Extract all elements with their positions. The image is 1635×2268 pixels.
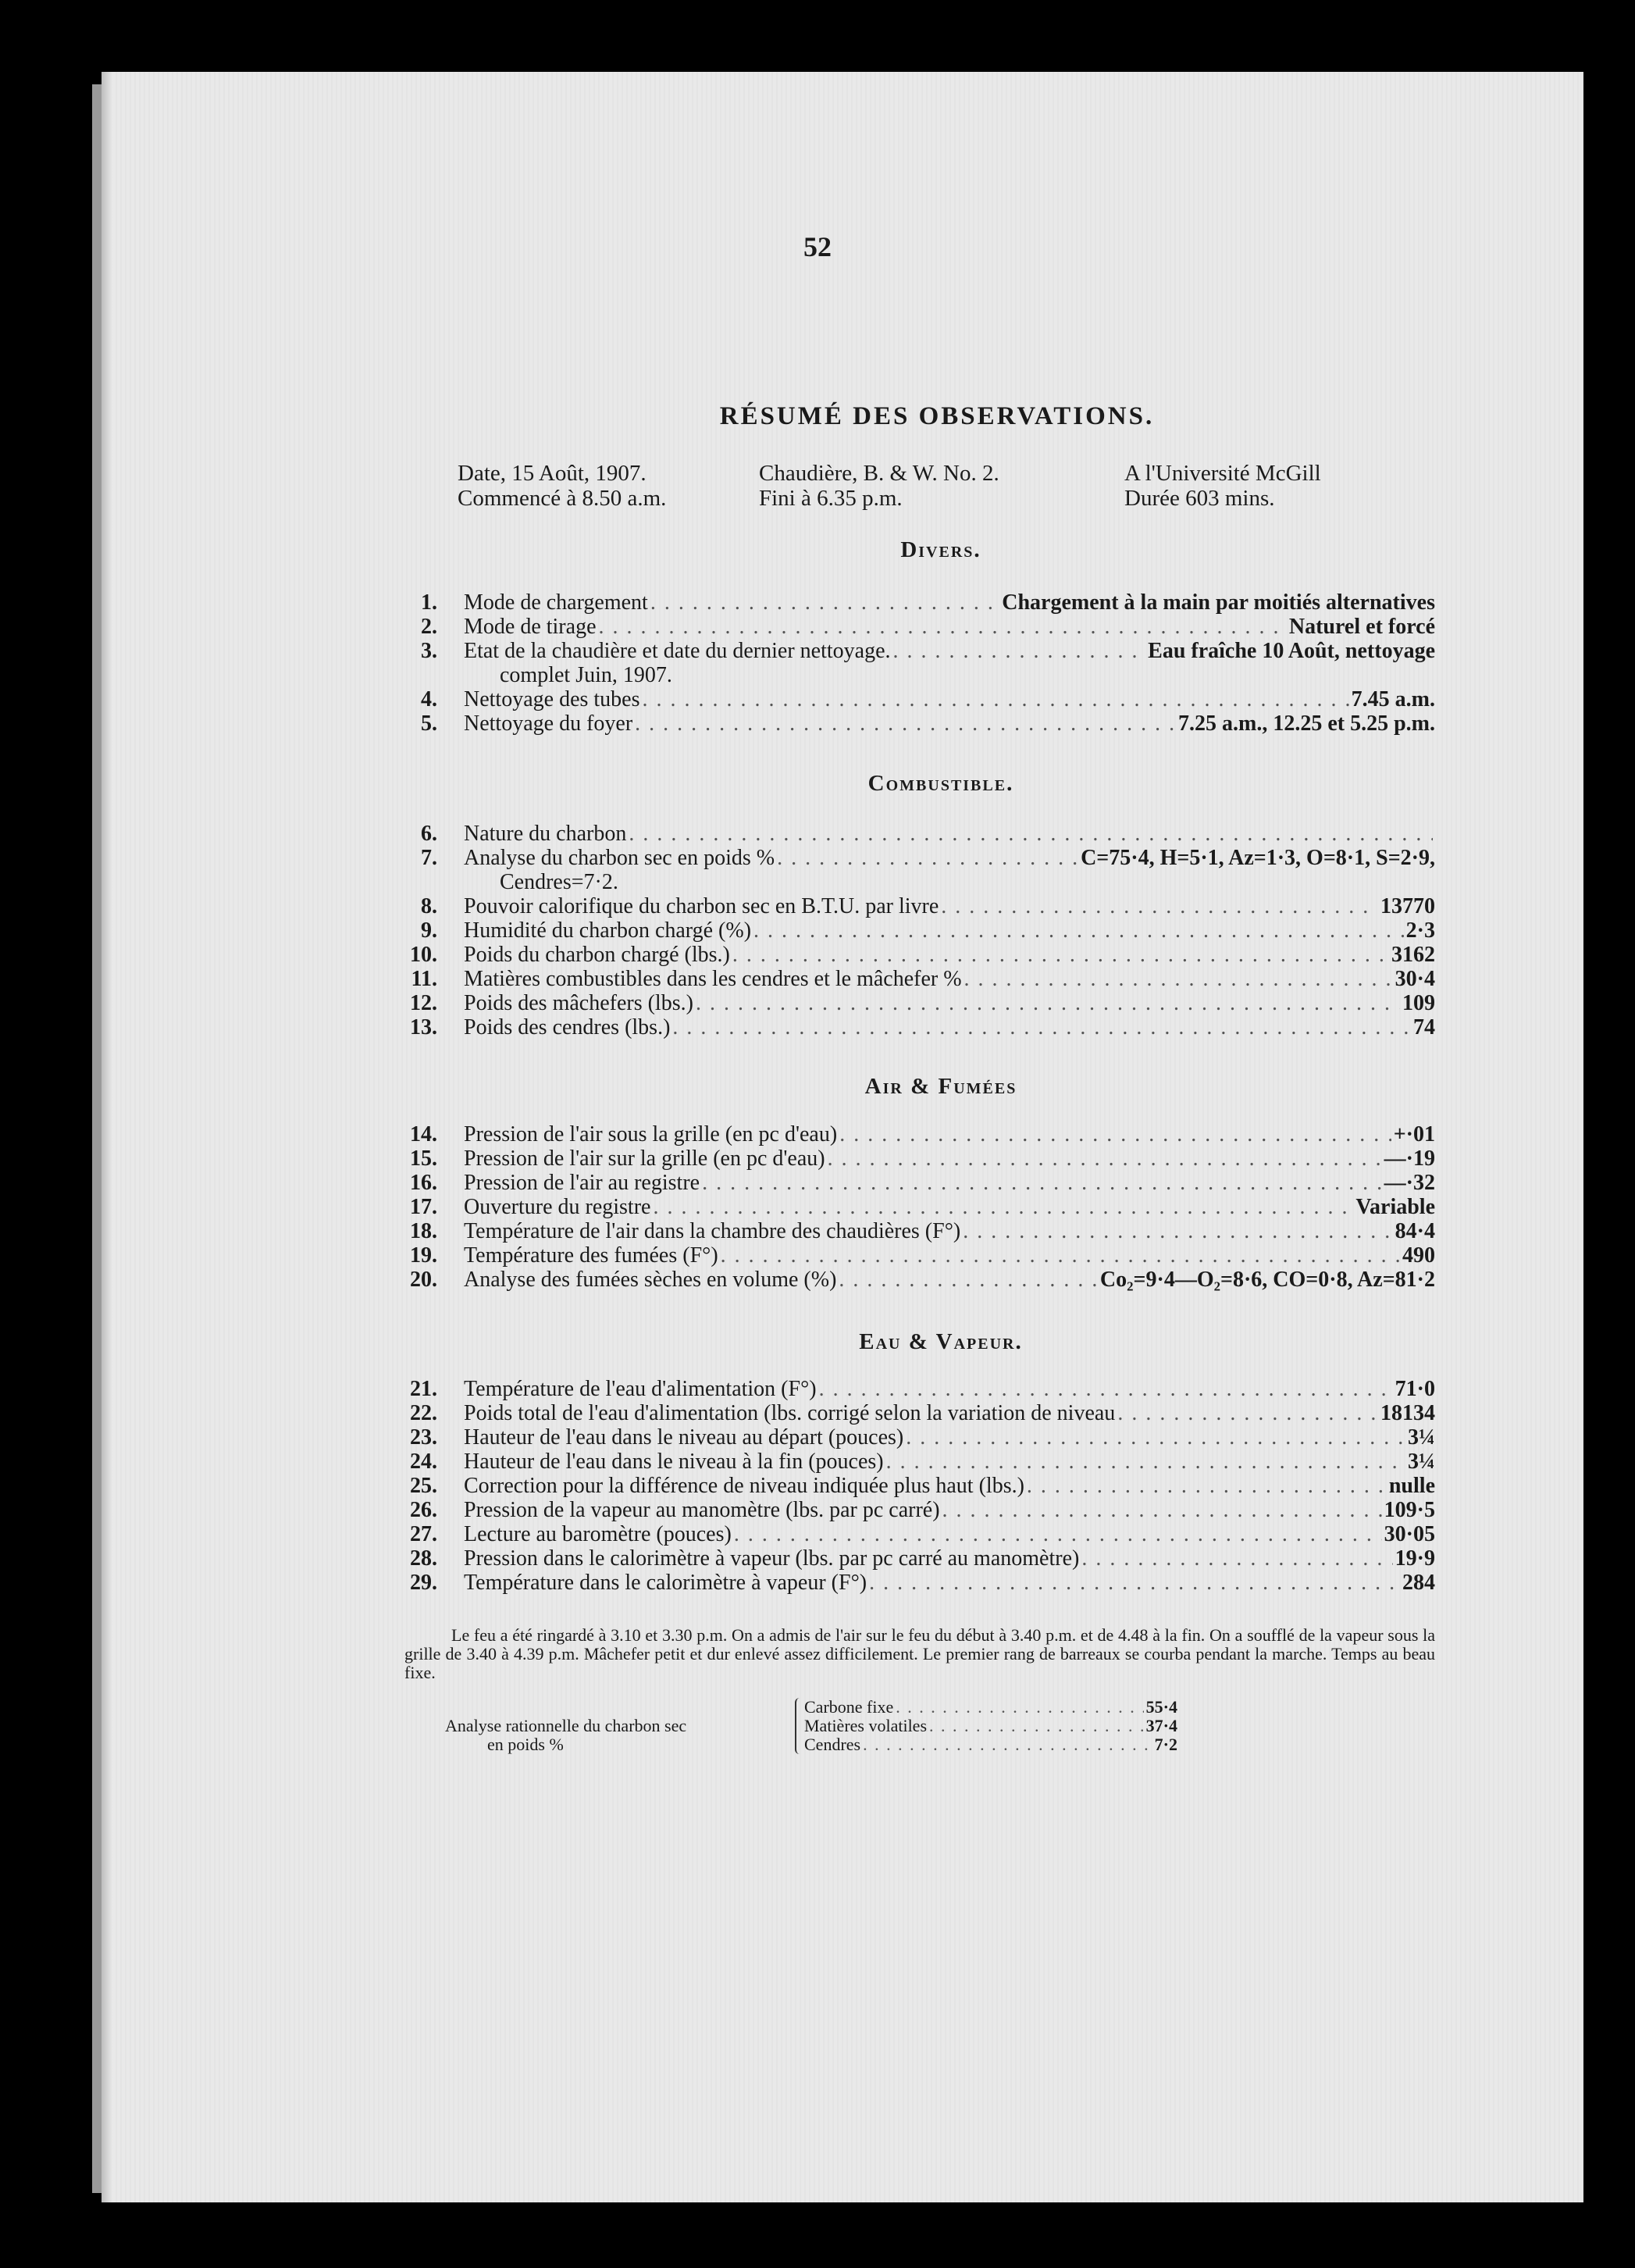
list-item: [397, 894, 1435, 918]
observation-note: [404, 1626, 1435, 1682]
note-text: Le feu a été ringardé à 3.10 et 3.30 p.m. On a admis de l'air sur le feu du début à 3.40 p.m. et de 4.48 à la fin. On a soufflé de la vapeur sous la grille de 3.40 à 4.39 p.m. Mâchefer petit et dur enlevé assez difficilement. Le premier rang de barreaux se courba pendant la marche. Temps au beau fixe.: [404, 1625, 1435, 1682]
leader-dots: [906, 1425, 1405, 1450]
item-number: 11.: [411, 967, 437, 991]
item-value: Chargement à la main par moitiés alternatives: [1002, 590, 1435, 615]
item-label: Pression de l'air sous la grille (en pc d'eau): [464, 1122, 838, 1146]
item-body: [464, 1571, 1435, 1595]
list-item: [397, 1015, 1435, 1040]
item-number: 24.: [410, 1450, 437, 1474]
item-body: [464, 1268, 1435, 1292]
item-value: Variable: [1355, 1195, 1435, 1219]
item-value: Co₂=9·4—O₂=8·6, CO=0·8, Az=81·2: [1099, 1268, 1435, 1292]
header-boiler: Chaudière, B. & W. No. 2.: [759, 461, 999, 486]
leader-dots: [819, 1377, 1393, 1401]
item-value: 109: [1402, 991, 1435, 1015]
item-number: 7.: [421, 846, 437, 870]
leader-dots: [643, 687, 1349, 711]
leader-dots: [1117, 1401, 1378, 1425]
item-body: [464, 1146, 1435, 1171]
list-item: [397, 1498, 1435, 1522]
item-body: [464, 1401, 1435, 1425]
list-item: [397, 1146, 1435, 1171]
item-label: Température de l'eau d'alimentation (F°): [464, 1377, 817, 1401]
item-body: [464, 894, 1435, 918]
page-title: RÉSUMÉ DES OBSERVATIONS.: [719, 402, 1155, 430]
list-item: [397, 1425, 1435, 1450]
item-label: Température dans le calorimètre à vapeur (F°): [464, 1571, 867, 1595]
leader-dots: [964, 967, 1393, 991]
item-value: —·19: [1384, 1146, 1435, 1171]
leader-dots: [839, 1122, 1391, 1146]
item-value: 74: [1413, 1015, 1435, 1040]
item-body: [464, 639, 1435, 663]
item-value: 71·0: [1395, 1377, 1435, 1401]
item-body: [464, 1243, 1435, 1268]
leader-dots: [963, 1219, 1392, 1243]
item-value: 3162: [1391, 943, 1435, 967]
item-number: 23.: [410, 1425, 437, 1450]
item-value: 30·4: [1395, 967, 1435, 991]
list-item: [397, 918, 1435, 943]
item-number: 2.: [421, 615, 437, 639]
analysis-label: Analyse rationnelle du charbon sec: [445, 1716, 687, 1735]
item-label: Pression de l'air au registre: [464, 1171, 700, 1195]
item-value: —·32: [1384, 1171, 1435, 1195]
item-number: 19.: [410, 1243, 437, 1268]
list-item: [397, 1268, 1435, 1292]
item-label: Matières combustibles dans les cendres et le mâchefer %: [464, 967, 962, 991]
item-body: [464, 1450, 1435, 1474]
item-label: Température des fumées (F°): [464, 1243, 718, 1268]
item-number: 22.: [410, 1401, 437, 1425]
analysis-label-units: en poids %: [487, 1735, 564, 1754]
item-label: Pression de la vapeur au manomètre (lbs. par pc carré): [464, 1498, 940, 1522]
page-edge: [102, 72, 112, 2202]
item-label: Correction pour la différence de niveau indiquée plus haut (lbs.): [464, 1474, 1024, 1498]
list-item: [397, 1401, 1435, 1425]
list-item: [397, 1377, 1435, 1401]
leader-dots: [653, 1195, 1353, 1219]
item-label: Humidité du charbon chargé (%): [464, 918, 752, 943]
item-number: 15.: [410, 1146, 437, 1171]
item-label: Pression de l'air sur la grille (en pc d'eau): [464, 1146, 825, 1171]
header-duration: Durée 603 mins.: [1124, 486, 1275, 511]
item-number: 26.: [410, 1498, 437, 1522]
item-value: +·01: [1393, 1122, 1435, 1146]
leader-dots: [672, 1015, 1411, 1040]
leader-dots: [1027, 1474, 1387, 1498]
item-label: Hauteur de l'eau dans le niveau à la fin (pouces): [464, 1450, 884, 1474]
item-number: 6.: [421, 822, 437, 846]
item-body: [464, 943, 1435, 967]
item-label: Mode de chargement: [464, 590, 648, 615]
leader-dots: [863, 1735, 1152, 1754]
item-continuation: Cendres=7·2.: [500, 870, 618, 894]
analysis-row-value: 55·4: [1145, 1697, 1177, 1717]
item-body: [464, 1546, 1435, 1571]
leader-dots: [696, 991, 1400, 1015]
item-value: 7.45 a.m.: [1351, 687, 1435, 711]
item-body: [464, 687, 1435, 711]
item-label: Poids total de l'eau d'alimentation (lbs. corrigé selon la variation de niveau: [464, 1401, 1116, 1425]
analysis-row-label: Matières volatiles: [804, 1716, 928, 1735]
item-body: [464, 1377, 1435, 1401]
leader-dots: [886, 1450, 1405, 1474]
item-number: 13.: [410, 1015, 437, 1040]
item-label: Analyse du charbon sec en poids %: [464, 846, 775, 870]
list-item: [397, 991, 1435, 1015]
list-item: [397, 1571, 1435, 1595]
item-body: [464, 1171, 1435, 1195]
section-title-eau: Eau & Vapeur.: [859, 1329, 1023, 1354]
item-label: Poids des mâchefers (lbs.): [464, 991, 693, 1015]
leader-dots: [777, 846, 1078, 870]
item-label: Poids du charbon chargé (lbs.): [464, 943, 730, 967]
item-value: 3¼: [1408, 1450, 1435, 1474]
item-body: [464, 967, 1435, 991]
leader-dots: [702, 1171, 1382, 1195]
item-body: [464, 615, 1435, 639]
leader-dots: [942, 1498, 1382, 1522]
item-number: 27.: [410, 1522, 437, 1546]
list-item: [397, 1122, 1435, 1146]
analysis-row: [804, 1717, 1177, 1735]
item-label: Hauteur de l'eau dans le niveau au départ (pouces): [464, 1425, 904, 1450]
item-number: 14.: [410, 1122, 437, 1146]
item-body: [464, 991, 1435, 1015]
list-item: [397, 1171, 1435, 1195]
header-date: Date, 15 Août, 1907.: [458, 461, 647, 486]
section-title-divers: Divers.: [900, 537, 981, 562]
leader-dots: [828, 1146, 1382, 1171]
item-value: 490: [1402, 1243, 1435, 1268]
item-value: 84·4: [1395, 1219, 1435, 1243]
item-number: 8.: [421, 894, 437, 918]
item-label: Ouverture du registre: [464, 1195, 651, 1219]
item-label: Nettoyage des tubes: [464, 687, 640, 711]
item-label: Nettoyage du foyer: [464, 711, 633, 736]
section-title-combustible: Combustible.: [867, 771, 1014, 796]
list-item: [397, 943, 1435, 967]
item-value: 109·5: [1384, 1498, 1435, 1522]
leader-dots: [1081, 1546, 1392, 1571]
list-item: [397, 1243, 1435, 1268]
item-continuation: complet Juin, 1907.: [500, 663, 672, 687]
item-value: 284: [1402, 1571, 1435, 1595]
item-number: 21.: [410, 1377, 437, 1401]
item-number: 28.: [410, 1546, 437, 1571]
item-value: Naturel et forcé: [1288, 615, 1435, 639]
page-number: 52: [803, 231, 832, 262]
list-item: [397, 615, 1435, 639]
item-value: Eau fraîche 10 Août, nettoyage: [1148, 639, 1435, 663]
analysis-row-value: 37·4: [1145, 1716, 1177, 1735]
item-number: 10.: [410, 943, 437, 967]
item-value: 30·05: [1384, 1522, 1435, 1546]
item-label: Nature du charbon: [464, 822, 627, 846]
list-item: [397, 687, 1435, 711]
item-body: [464, 822, 1435, 846]
item-label: Lecture au baromètre (pouces): [464, 1522, 732, 1546]
item-body: [464, 918, 1435, 943]
list-item: [397, 967, 1435, 991]
leader-dots: [893, 639, 1146, 663]
list-item: [397, 846, 1435, 894]
list-item: [397, 1195, 1435, 1219]
list-item: [397, 1522, 1435, 1546]
list-item: [397, 1219, 1435, 1243]
item-number: 5.: [421, 711, 437, 736]
leader-dots: [753, 918, 1404, 943]
leader-dots: [650, 590, 999, 615]
item-label: Poids des cendres (lbs.): [464, 1015, 671, 1040]
analysis-row: [804, 1735, 1177, 1754]
list-item: [397, 639, 1435, 687]
analysis-row: [804, 1698, 1177, 1717]
item-value: C=75·4, H=5·1, Az=1·3, O=8·1, S=2·9,: [1081, 846, 1435, 870]
item-label: Analyse des fumées sèches en volume (%): [464, 1268, 837, 1292]
leader-dots: [732, 943, 1389, 967]
list-item: [397, 1474, 1435, 1498]
item-number: 18.: [410, 1219, 437, 1243]
item-body: [464, 846, 1435, 870]
leader-dots: [721, 1243, 1400, 1268]
item-number: 1.: [421, 590, 437, 615]
section-title-air: Air & Fumées: [864, 1074, 1017, 1099]
item-value: 3¼: [1408, 1425, 1435, 1450]
leader-dots: [929, 1717, 1144, 1735]
leader-dots: [599, 615, 1287, 639]
item-label: Etat de la chaudière et date du dernier nettoyage.: [464, 639, 891, 663]
leader-dots: [629, 822, 1433, 846]
item-label: Pression dans le calorimètre à vapeur (lbs. par pc carré au manomètre): [464, 1546, 1080, 1571]
analysis-row-label: Carbone fixe: [804, 1697, 894, 1717]
item-body: [464, 1474, 1435, 1498]
item-value: 19·9: [1395, 1546, 1435, 1571]
item-number: 3.: [421, 639, 437, 663]
list-item: [397, 1450, 1435, 1474]
item-value: nulle: [1388, 1474, 1435, 1498]
item-number: 12.: [410, 991, 437, 1015]
item-body: [464, 1522, 1435, 1546]
analysis-row-value: 7·2: [1154, 1735, 1177, 1754]
item-body: [464, 1015, 1435, 1040]
item-body: [464, 590, 1435, 615]
list-item: [397, 1546, 1435, 1571]
leader-dots: [839, 1268, 1098, 1292]
item-body: [464, 711, 1435, 736]
item-body: [464, 1425, 1435, 1450]
item-number: 17.: [410, 1195, 437, 1219]
list-item: [397, 822, 1435, 846]
header-location: A l'Université McGill: [1124, 461, 1321, 486]
analysis-row-label: Cendres: [804, 1735, 861, 1754]
item-value: 18134: [1380, 1401, 1435, 1425]
item-label: Pouvoir calorifique du charbon sec en B.T.U. par livre: [464, 894, 939, 918]
item-number: 29.: [410, 1571, 437, 1595]
header-finished: Fini à 6.35 p.m.: [759, 486, 903, 511]
item-number: 20.: [410, 1268, 437, 1292]
item-number: 16.: [410, 1171, 437, 1195]
item-number: 4.: [421, 687, 437, 711]
leader-dots: [869, 1571, 1400, 1595]
leader-dots: [941, 894, 1378, 918]
leader-dots: [635, 711, 1176, 736]
item-body: [464, 1195, 1435, 1219]
analysis-brace: [795, 1698, 803, 1754]
item-value: 2·3: [1405, 918, 1435, 943]
item-body: [464, 1219, 1435, 1243]
item-value: 7.25 a.m., 12.25 et 5.25 p.m.: [1178, 711, 1435, 736]
item-number: 9.: [421, 918, 437, 943]
item-number: 25.: [410, 1474, 437, 1498]
item-body: [464, 1122, 1435, 1146]
item-label: Mode de tirage: [464, 615, 597, 639]
item-body: [464, 1498, 1435, 1522]
header-started: Commencé à 8.50 a.m.: [458, 486, 667, 511]
item-value: 13770: [1380, 894, 1435, 918]
leader-dots: [734, 1522, 1382, 1546]
leader-dots: [896, 1698, 1143, 1717]
list-item: [397, 590, 1435, 615]
list-item: [397, 711, 1435, 736]
item-label: Température de l'air dans la chambre des chaudières (F°): [464, 1219, 961, 1243]
